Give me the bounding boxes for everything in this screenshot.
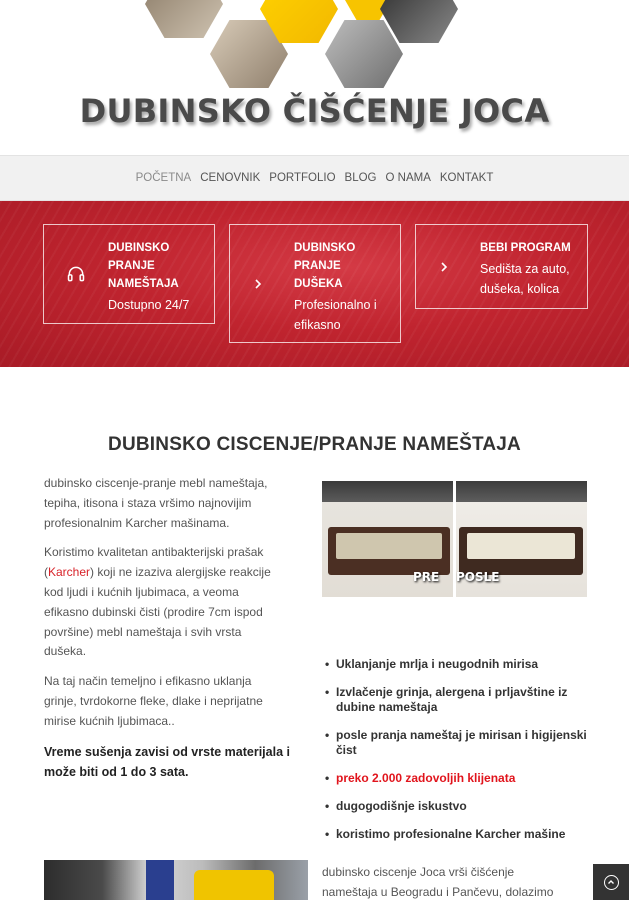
benefits-list <box>322 657 597 855</box>
site-logo-title[interactable]: DUBINSKO ČIŠĆENJE JOCA <box>79 92 550 130</box>
location-paragraph: dubinsko ciscenje Joca vrši čišćenje nameštaja u Beogradu i Pančevu, dolazimo <box>322 865 554 899</box>
services-banner <box>0 201 629 367</box>
nav-item-cenovnik[interactable]: CENOVNIK <box>200 172 261 184</box>
chevron-right-icon <box>252 225 264 342</box>
service-card-title: BEBI PROGRAM <box>480 242 571 254</box>
description-column <box>44 474 308 792</box>
service-card-dusek[interactable] <box>229 224 401 343</box>
nav-item-portfolio[interactable]: PORTFOLIO <box>269 172 336 184</box>
chevron-right-icon <box>438 225 450 308</box>
service-card-title: DUBINSKO PRANJE NAMEŠTAJA <box>108 242 179 290</box>
nav-item-blog[interactable]: BLOG <box>344 172 377 184</box>
hexagon-photo <box>145 0 223 38</box>
section-title: DUBINSKO CISCENJE/PRANJE NAMEŠTAJA <box>108 434 521 455</box>
service-card-bebi-program[interactable] <box>415 224 588 309</box>
benefit-item: • Izvlačenje grinja, alergena i prljavštine iz dubine nameštaja <box>322 685 597 715</box>
main-nav <box>0 155 629 201</box>
before-label: PRE <box>413 570 440 584</box>
before-after-photo <box>322 481 587 597</box>
after-label: POSLE <box>456 570 500 584</box>
karcher-link[interactable]: Karcher <box>48 565 91 580</box>
nav-item-kontakt[interactable]: KONTAKT <box>439 172 494 184</box>
service-card-subtitle: Profesionalno i efikasno <box>294 298 377 332</box>
benefit-item: • posle pranja nameštaj je mirisan i higijenski čist <box>322 728 597 758</box>
arrow-up-icon <box>604 875 619 890</box>
headphones-icon <box>66 225 86 323</box>
detergent-paragraph: Koristimo kvalitetan antibakterijski prašak (Karcher) koji ne izaziva alergijske reakcije kod ljudi i kućnih ljubimaca, a veoma efikasno dubinski čisti (prodire 7cm ispod površine) mebl nameštaja i svih vrsta dušeka. <box>44 545 271 659</box>
header-hexagon-collage <box>140 0 500 100</box>
cleaning-machine-photo <box>44 860 308 900</box>
service-card-subtitle: Dostupno 24/7 <box>108 298 190 312</box>
site-header <box>0 0 629 155</box>
benefit-item: • Uklanjanje mrlja i neugodnih mirisa <box>322 657 597 672</box>
service-card-subtitle: Sedišta za auto, dušeka, kolica <box>480 262 570 296</box>
sofa-after <box>459 527 583 575</box>
hexagon-photo <box>325 20 403 88</box>
sofa-before <box>328 527 450 575</box>
effect-paragraph: Na taj način temeljno i efikasno uklanja grinje, tvrdokorne fleke, dlake i neprijatne mirise kućnih ljubimaca.. <box>44 674 263 728</box>
nav-item-o-nama[interactable]: O NAMA <box>385 172 431 184</box>
benefit-item-highlight: • preko 2.000 zadovoljih klijenata <box>322 771 597 786</box>
drying-time-paragraph: Vreme sušenja zavisi od vrste materijala i može biti od 1 do 3 sata. <box>44 744 290 779</box>
service-card-title: DUBINSKO PRANJE DUŠEKA <box>294 242 356 290</box>
benefit-item: • koristimo profesionalne Karcher mašine <box>322 827 597 842</box>
benefit-item: • dugogodišnje iskustvo <box>322 799 597 814</box>
service-card-namestaj[interactable] <box>43 224 215 324</box>
scroll-to-top-button[interactable] <box>593 864 629 900</box>
nav-item-pocetna[interactable]: POČETNA <box>135 172 192 184</box>
intro-paragraph: dubinsko ciscenje-pranje mebl nameštaja, tepiha, itisona i staza vršimo najnovijim profesionalnim Karcher mašinama. <box>44 476 268 530</box>
